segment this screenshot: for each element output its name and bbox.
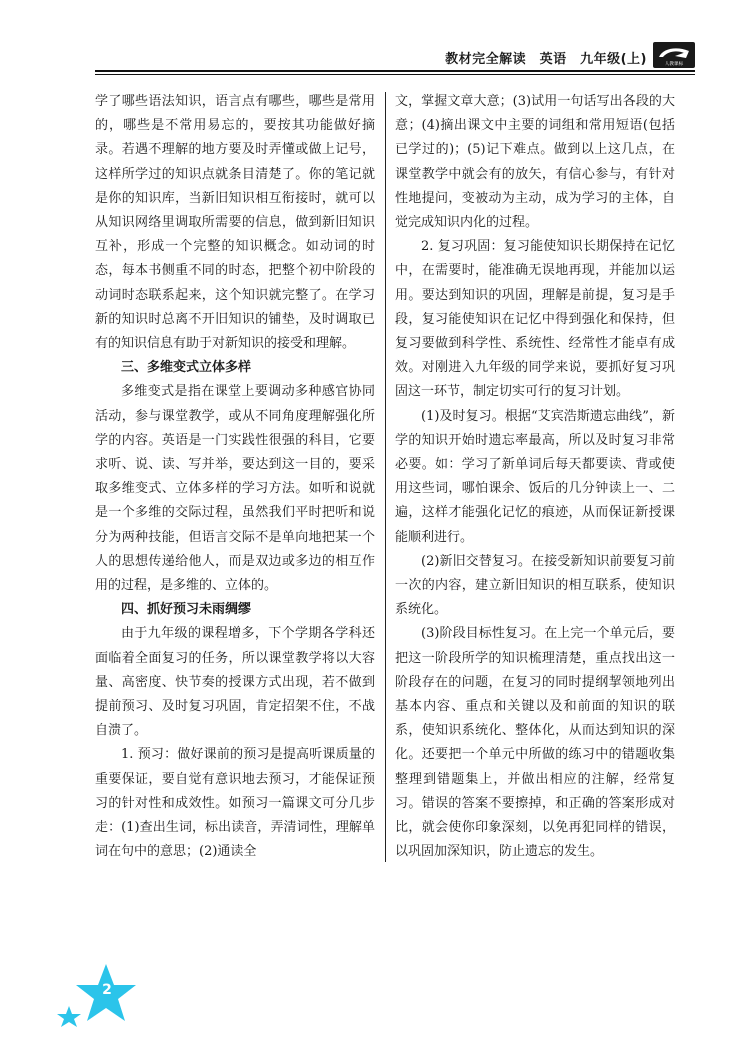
paragraph: 由于九年级的课程增多，下个学期各学科还面临着全面复习的任务，所以课堂教学将以大容量、高密度、快节奏的授课方式出现，若不做到提前预习、及时复习巩固，肯定招架不住，不战自溃了。 [95, 626, 375, 739]
paragraph: (3)阶段目标性复习。在上完一个单元后，要把这一阶段所学的知识梳理清楚，重点找出这一阶段存在的问题，在复习的同时提纲挈领地列出基本内容、重点和关键以及和前面的知识的联系，使知识系统化、整体化，从而达到知识的深化。还要把一个单元中所做的练习中的错题收集整理到错题集上，并做出相应的注解，经常复习。错误的答案不要擦掉，和正确的答案形成对比，就会使你印象深刻，以免再犯同样的错误，以巩固加深知识，防止遗忘的发生。 [395, 626, 675, 860]
section-heading: 三、多维变式立体多样 [121, 360, 252, 376]
column-divider [385, 92, 386, 862]
page-number-stars-icon [55, 960, 155, 1040]
paragraph: 2. 复习巩固：复习能使知识长期保持在记忆中，在需要时，能准确无误地再现，并能加以运用。要达到知识的巩固，理解是前提，复习是手段，复习能使知识在记忆中得到强化和保持，但复习要做到科学性、系统性、经常性才能卓有成效。对刚进入九年级的同学来说，要抓好复习巩固这一环节，制定切实可行的复习计划。 [395, 239, 675, 400]
paragraph: 文，掌握文章大意；(3)试用一句话写出各段的大意；(4)摘出课文中主要的词组和常用短语(包括已学过的)；(5)记下难点。做到以上这几点，在课堂教学中就会有的放矢，有信心参与，有针对性地提问，变被动为主动，成为学习的主体，自觉完成知识内化的过程。 [395, 94, 675, 231]
running-header [95, 40, 695, 70]
header-rule [95, 70, 695, 75]
paragraph: 1. 预习：做好课前的预习是提高听课质量的重要保证，要自觉有意识地去预习，才能保证预习的针对性和成效性。如预习一篇课文可分几步走：(1)查出生词，标出读音，弄清词性，理解单词在句中的意思；(2)通读全 [95, 747, 375, 860]
header-title: 教材完全解读 英语 九年级(上) [445, 52, 647, 67]
publisher-logo-icon [653, 42, 695, 68]
paragraph: (1)及时复习。根据“艾宾浩斯遗忘曲线”，新学的知识开始时遗忘率最高，所以及时复习非常必要。如：学习了新单词后每天都要读、背或使用这些词，哪怕课余、饭后的几分钟读上一、二遍，这样才能强化记忆的痕迹，从而保证新授课能顺利进行。 [395, 408, 675, 545]
publisher-logo-text: 人教课标 [664, 62, 684, 67]
paragraph: (2)新旧交替复习。在接受新知识前要复习前一次的内容，建立新旧知识的相互联系，使知识系统化。 [395, 553, 675, 618]
section-heading: 四、抓好预习未雨绸缪 [121, 602, 252, 618]
page-number: 2 [102, 982, 112, 998]
left-column [95, 90, 375, 865]
small-star-icon [57, 1006, 81, 1027]
paragraph: 多维变式是指在课堂上要调动多种感官协同活动，参与课堂教学，或从不同角度理解强化所学的内容。英语是一门实践性很强的科目，它要求听、说、读、写并举，要达到这一目的，要采取多维变式、立体多样的学习方法。如听和说就是一个多维的交际过程，虽然我们平时把听和说分为两种技能，但语言交际不是单向地把某一个人的思想传递给他人，而是双边或多边的相互作用的过程，是多维的、立体的。 [95, 384, 375, 594]
paragraph: 学了哪些语法知识，语言点有哪些，哪些是常用的，哪些是不常用易忘的，要按其功能做好摘录。若遇不理解的地方要及时弄懂或做上记号，这样所学过的知识点就条目清楚了。你的笔记就是你的知识库，当新旧知识相互衔接时，就可以从知识网络里调取所需要的信息，做到新旧知识互补，形成一个完整的知识概念。如动词的时态，每本书侧重不同的时态，把整个初中阶段的动词时态联系起来，这个知识就完整了。在学习新的知识时总离不开旧知识的铺垫，及时调取已有的知识信息有助于对新知识的接受和理解。 [95, 94, 375, 352]
right-column [395, 90, 675, 865]
